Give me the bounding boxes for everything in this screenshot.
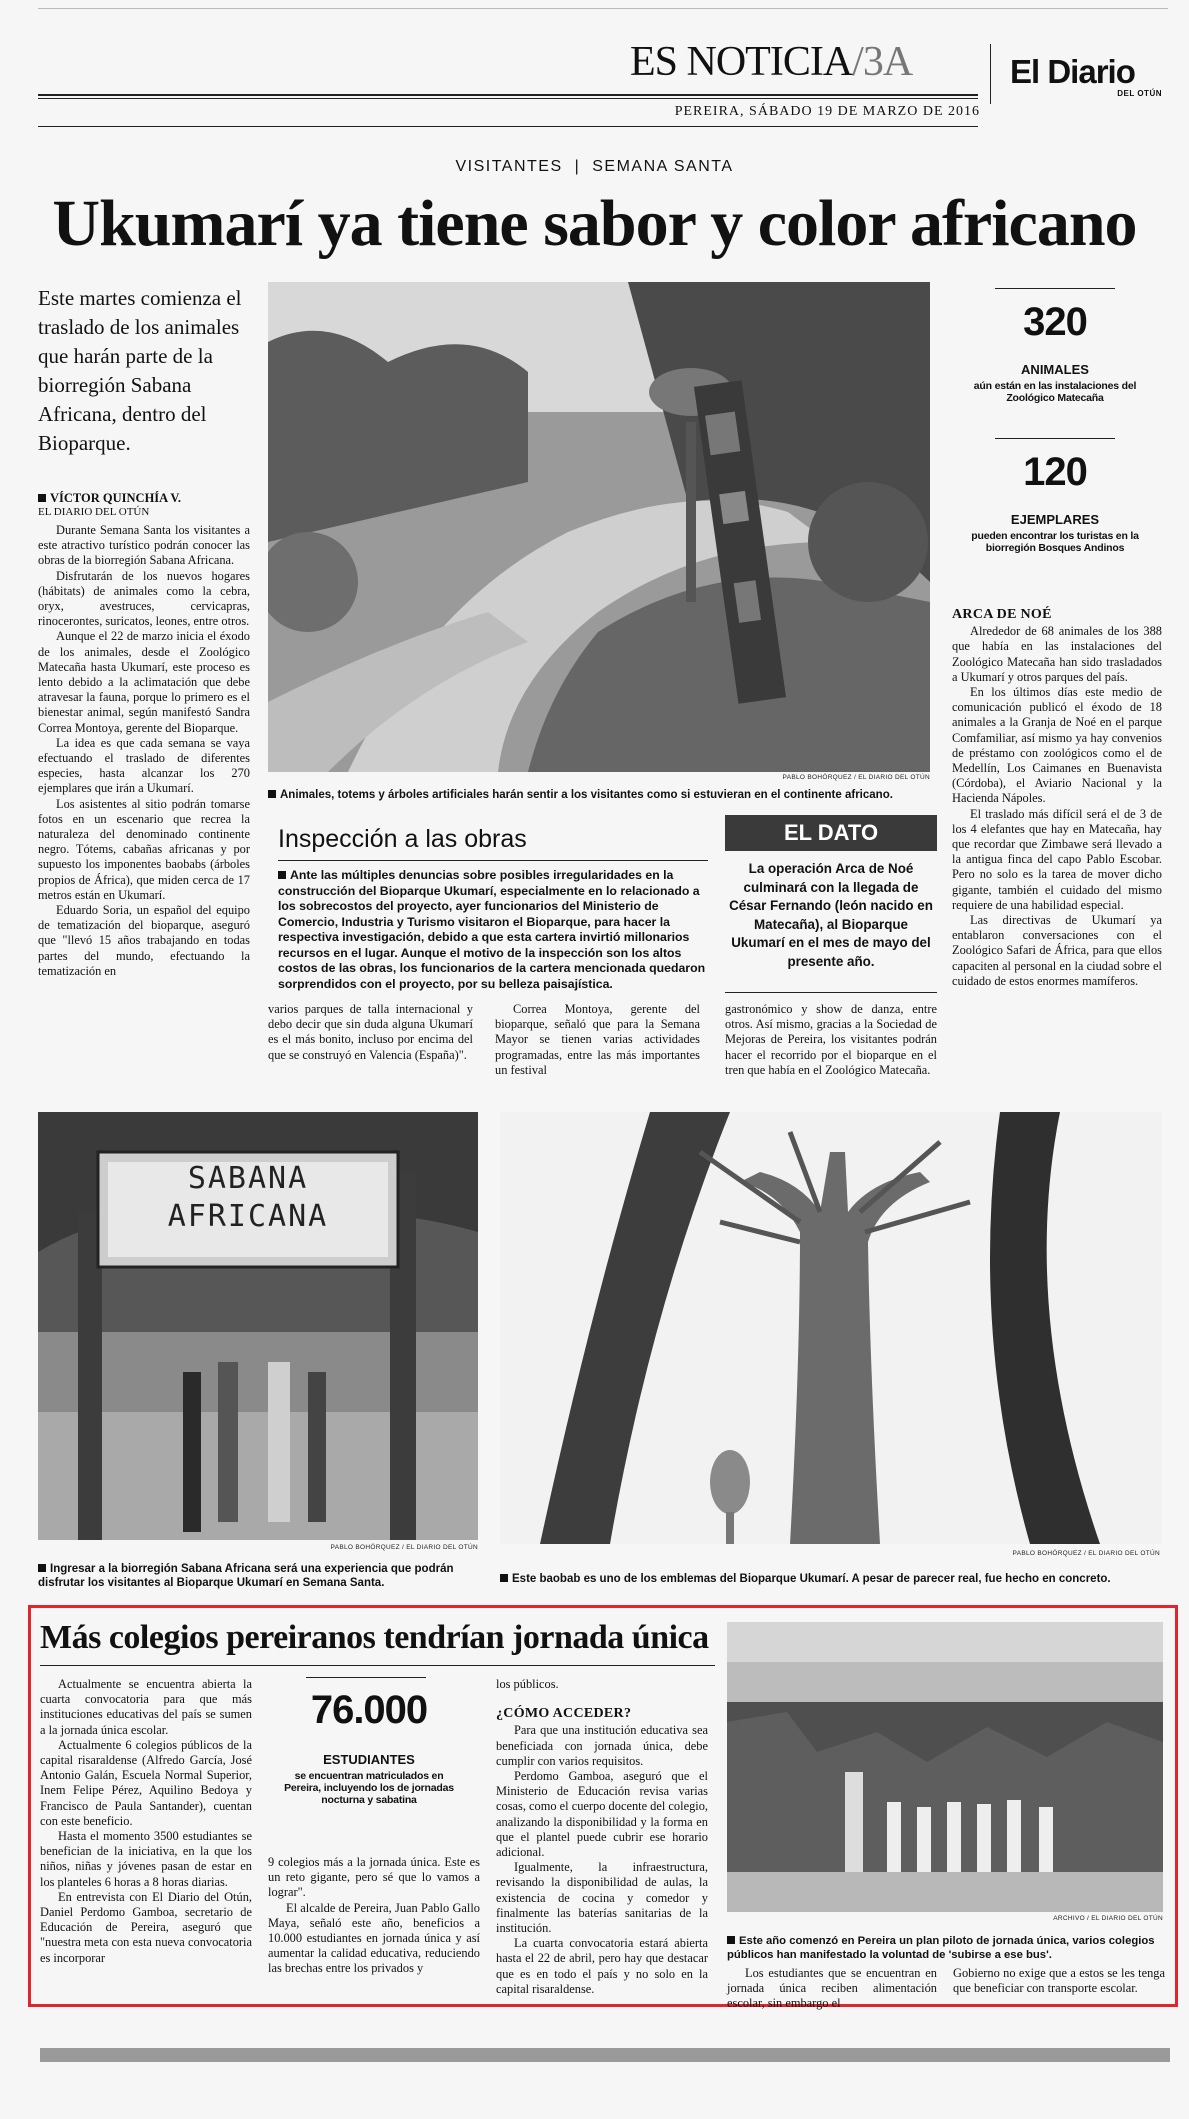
footer-band <box>40 2048 1170 2062</box>
body-left <box>38 523 250 1097</box>
stat-description: pueden encontrar los turistas en la biorregión Bosques Andinos <box>971 530 1139 554</box>
logo-sub: DEL OTÚN <box>1117 89 1162 98</box>
story2-subhead: ¿CÓMO ACCEDER? <box>496 1706 632 1722</box>
story2-col-3: los públicos. ¿CÓMO ACCEDER? Para que una institución educativa sea beneficiada con jornada única, debe cumplir con varios requisitos. Perdomo Gamboa, aseguró que el Ministerio de Educación revisa varias cosas, como el cuerpo docente del colegio, analizando la disponibilidad y la forma en que el plantel puede cubrir ese horario adicional. Igualmente, la infraestructura, revisando la disponibilidad de aulas, la existencia de cocina y comedor y finalmente las baterías sanitarias de la institución. La cuarta convocatoria estará abierta hasta el 22 de abril, pero hay que destacar que es en todo el país y no solo en la capital risaraldense. <box>496 1677 708 1996</box>
body-paragraph: Actualmente se encuentra abierta la cuarta convocatoria para que más instituciones educativas del país se sumen a la jornada única escolar. <box>40 1677 252 1737</box>
body-paragraph: Durante Semana Santa los visitantes a este atractivo turístico podrán conocer las obras de la biorregión Sabana Africana. <box>38 523 250 568</box>
section-name: ES NOTICIA <box>630 39 853 85</box>
headline: Ukumarí ya tiene sabor y color africano <box>52 187 1137 260</box>
sabana-photo <box>38 1112 478 1540</box>
school-photo-credit: ARCHIVO / EL DIARIO DEL OTÚN <box>1053 1915 1163 1922</box>
continuation-col-3: gastronómico y show de danza, entre otros. Así mismo, gracias a la Sociedad de Mejoras de Pereira, los visitantes podrán hacer el recorrido por el bioparque en el tren que había en el Zoológico Matecaña. <box>725 1002 937 1077</box>
kicker-left: VISITANTES <box>455 158 563 175</box>
body-paragraph: La idea es que cada semana se vaya efectuando el traslado de diferentes especies, hasta alcanzar los 270 ejemplares que irán a Ukumarí. <box>38 735 250 796</box>
stat-label: ANIMALES <box>1021 362 1089 377</box>
school-photo-caption: Este año comenzó en Pereira un plan piloto de jornada única, varios colegios públicos han manifestado la voluntad de 'subirse a ese bus'. <box>727 1935 1155 1961</box>
body-paragraph: Hasta el momento 3500 estudiantes se benefician de la iniciativa, en la que los niños, niñas y jóvenes pasan de estar en los planteles 6 horas a 8 horas diarias. <box>40 1829 252 1889</box>
byline <box>38 491 260 518</box>
body-paragraph: Eduardo Soria, un español del equipo de tematización del bioparque, aseguró que "llevó 15 años trabajando en todas partes del mundo, efectuando la tematización en <box>38 903 250 978</box>
story2-col-5: Gobierno no exige que a estos se les tenga que beneficiar con transporte escolar. <box>953 1966 1165 1996</box>
sabana-photo-caption: Ingresar a la biorregión Sabana Africana será una experiencia que podrán disfrutar los visitantes al Bioparque Ukumarí en Semana Santa. <box>38 1563 454 1589</box>
stat-label: EJEMPLARES <box>1010 512 1100 527</box>
body-paragraph: Perdomo Gamboa, aseguró que el Ministerio de Educación revisa varias cosas, como el cuerpo docente del colegio, analizando la disponibilidad y la forma en que el plantel puede cubrir ese horario adicional. <box>496 1769 708 1860</box>
bullet-square-icon <box>727 1936 735 1944</box>
arca-title: ARCA DE NOÉ <box>952 607 1052 622</box>
story2-headline: Más colegios pereiranos tendrían jornada única <box>40 1619 709 1656</box>
el-dato-text: La operación Arca de Noé culminará con la llegada de César Fernando (león nacido en Matecaña), al Bioparque Ukumarí en el mes de mayo del presente año. <box>729 861 933 969</box>
bullet-square-icon <box>278 871 286 879</box>
body-paragraph: La cuarta convocatoria estará abierta hasta el 22 de abril, pero hay que destacar que es en todo el país y no solo en la capital risaraldense. <box>496 1936 708 1996</box>
kicker: VISITANTES | SEMANA SANTA <box>455 158 734 175</box>
continuation-col-1: varios parques de talla internacional y debo decir que sin duda alguna Ukumarí es el más bonito, incluso por encima del que se construyó en Valencia (España)". <box>268 1002 473 1062</box>
stat-number: 120 <box>1023 450 1087 494</box>
body-paragraph: Alrededor de 68 animales de los 388 que había en las instalaciones del Zoológico Matecaña han sido trasladados a Ukumarí y otros parques del país. <box>952 624 1162 684</box>
baobab-photo-credit: PABLO BOHÓRQUEZ / EL DIARIO DEL OTÚN <box>1012 1550 1160 1557</box>
bullet-square-icon <box>500 1574 508 1582</box>
body-paragraph: Para que una institución educativa sea beneficiada con jornada única, debe cumplir con varios requisitos. <box>496 1723 708 1768</box>
body-paragraph: Los asistentes al sitio podrán tomarse fotos en un escenario que recrea la naturaleza del denominado continente negro. Tótems, cabañas africanas y por supuesto los imponentes baobabs (árboles propios de África), que miden cerca de 17 metros están en Ukumarí. <box>38 796 250 902</box>
byline-author: VÍCTOR QUINCHÍA V. <box>50 491 181 505</box>
main-photo-credit: PABLO BOHÓRQUEZ / EL DIARIO DEL OTÚN <box>782 774 930 781</box>
lead: Este martes comienza el traslado de los animales que harán parte de la biorregión Sabana Africana, dentro del Bioparque. <box>38 286 242 455</box>
kicker-right: SEMANA SANTA <box>592 158 734 175</box>
body-paragraph: Actualmente 6 colegios públicos de la capital risaraldense (Alfredo García, José Antonio Galán, Escuela Normal Superior, Inem Felipe Pérez, Aquilino Bedoya y Francisco de Paula Santander), cuentan con este beneficio. <box>40 1737 252 1828</box>
story2-stat-description: se encuentran matriculados en Pereira, incluyendo los de jornadas nocturna y sabatina <box>284 1770 454 1806</box>
inspeccion-text: Ante las múltiples denuncias sobre posibles irregularidades en la construcción del Bioparque Ukumarí, especialmente en lo relacionado a los sobrecostos del proyecto, ayer funcionarios del Ministerio de Comercio, Industria y Turismo visitaron el Bioparque, para hacer la respectiva investigación, debido a que esta cartera invirtió millonarios recursos en el lugar. Aunque el motivo de la inspección son los altos costos de las obras, los funcionarios de la cartera mencionada quedaron sorprendidos con el proyecto, por su belleza paisajística. <box>278 868 706 991</box>
body-paragraph: Aunque el 22 de marzo inicia el éxodo de los animales, desde el Zoológico Matecaña hasta Ukumarí, este proceso es lento debido a la aclimatación que debe atravesar la fauna, porque lo primero es el bienestar animal, según manifestó Sandra Correa Montoya, gerente del Bioparque. <box>38 629 250 735</box>
body-paragraph: En entrevista con El Diario del Otún, Daniel Perdomo Gamboa, secretario de Educación de Pereira, aseguró que "nuestra meta con esta nueva convocatoria es incorporar <box>40 1889 252 1965</box>
body-paragraph: El traslado más difícil será el de 3 de los 4 elefantes que hay en Matecaña, hay que recordar que Zimbawe será llevado a la antigua finca del capo Pablo Escobar. Pero no solo es la tarea de mover dicho gigante, también el cuidado del mismo requiere de una habilidad especial. <box>952 806 1162 912</box>
stat-number: 320 <box>1023 300 1087 344</box>
inspeccion-title: Inspección a las obras <box>278 825 527 853</box>
baobab-photo-caption: Este baobab es uno de los emblemas del Bioparque Ukumarí. A pesar de parecer real, fue hecho en concreto. <box>500 1572 1165 1586</box>
body-paragraph: Igualmente, la infraestructura, revisando la disponibilidad de aulas, la existencia de cocina y comedor y finalmente las baterías sanitarias de la institución. <box>496 1860 708 1936</box>
bullet-square-icon <box>268 790 276 798</box>
body-paragraph: Las directivas de Ukumarí ya entablaron conversaciones con el Zoológico Safari de África, para que ellos capaciten al personal en la ciudad sobre el cuidado de estos enormes mamíferos. <box>952 913 1162 988</box>
sabana-sign-text: SABANA AFRICANA <box>167 1161 329 1234</box>
byline-outlet: EL DIARIO DEL OTÚN <box>38 506 150 518</box>
story2-col-1 <box>40 1677 252 2002</box>
body-paragraph: 9 colegios más a la jornada única. Este es un reto gigante, pero sé que lo vamos a lograr". <box>268 1855 480 1900</box>
body-paragraph: El alcalde de Pereira, Juan Pablo Gallo Maya, señaló este año, beneficios a 10.000 estudiantes en jornada única y así aumentar la calidad educativa, reduciendo las brechas entre los privados y <box>268 1900 480 1976</box>
story2-col-2 <box>268 1855 480 1977</box>
main-photo-caption: Animales, totems y árboles artificiales harán sentir a los visitantes como si estuvieran en el continente africano. <box>268 788 938 802</box>
story2-col-4: Los estudiantes que se encuentran en jornada única reciben alimentación escolar, sin embargo el <box>727 1966 937 2011</box>
school-photo <box>727 1622 1163 1912</box>
dateline: PEREIRA, SÁBADO 19 DE MARZO DE 2016 <box>674 104 980 119</box>
page-number: 3A <box>862 39 913 85</box>
masthead-logo <box>1010 55 1170 98</box>
stat-description: aún están en las instalaciones del Zoológico Matecaña <box>973 380 1137 404</box>
body-paragraph: Disfrutarán de los nuevos hogares (hábitats) de animales como la cebra, oryx, avestruces, cervicapras, rinocerontes, suricatos, leones, entre otros. <box>38 568 250 629</box>
section-title: ES NOTICIA/3A <box>630 39 913 85</box>
story2-stat-number: 76.000 <box>310 1688 428 1732</box>
logo-main: El Diario <box>1010 53 1135 90</box>
bullet-square-icon <box>38 1564 46 1572</box>
sabana-photo-credit: PABLO BOHÓRQUEZ / EL DIARIO DEL OTÚN <box>330 1544 478 1551</box>
body-paragraph: En los últimos días este medio de comunicación publicó el éxodo de 18 animales a la Granja de Noé en el parque Comfamiliar, así mismo ya hay convenios de préstamo con zoológicos como el de Medellín, Los Caimanes en Buenavista (Córdoba), el Aviario Nacional y la Hacienda Nápoles. <box>952 685 1162 806</box>
arca-column <box>952 603 1162 1098</box>
baobab-photo <box>500 1112 1162 1544</box>
el-dato-title: EL DATO <box>725 815 937 851</box>
continuation-col-2: Correa Montoya, gerente del bioparque, señaló que para la Semana Mayor se tienen varias actividades programadas, entre las más importantes un festival <box>495 1002 700 1077</box>
main-photo <box>268 282 930 772</box>
story2-stat-label: ESTUDIANTES <box>323 1752 415 1767</box>
